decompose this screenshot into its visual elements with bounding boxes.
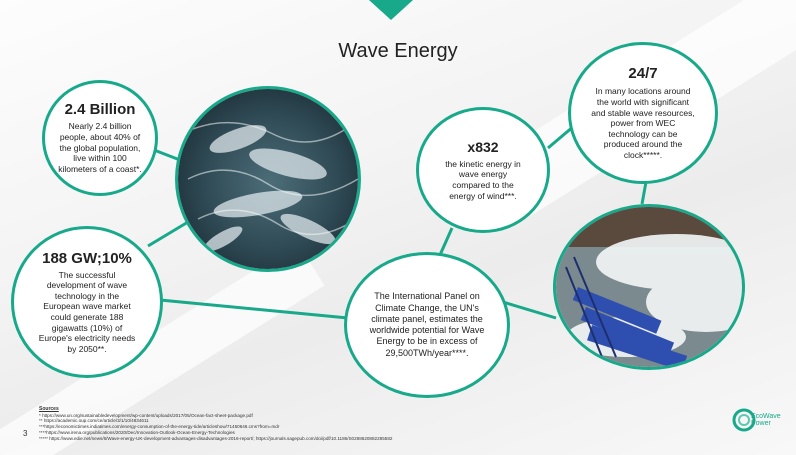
fact-body: The successful development of wave technology in the European wave market could generate 188 gigawatts (10%) of Europe's electricity needs by 2050**. bbox=[38, 269, 136, 354]
source-line: * https://www.un.org/sustainabledevelopment/wp-content/uploads/2017/05/Ocean-fact-sheet-package.pdf bbox=[39, 412, 253, 418]
logo-text bbox=[751, 413, 781, 428]
ocean-waves-photo bbox=[175, 86, 361, 272]
page-number: 3 bbox=[23, 429, 28, 438]
fact-headline: 2.4 Billion bbox=[64, 101, 136, 119]
fact-circle-ipcc-potential bbox=[344, 252, 510, 398]
source-line: ****https://www.irena.org/publications/2020/Dec/Innovation-Outlook-Ocean-Energy-Technologies bbox=[39, 430, 235, 436]
fact-circle-around-the-clock bbox=[568, 42, 718, 184]
fact-body: In many locations around the world with significant and stable wave resources, power from WEC technology can be produced around the clock*****. bbox=[591, 86, 695, 161]
fact-headline: 188 GW;10% bbox=[42, 249, 132, 267]
company-logo bbox=[732, 405, 782, 441]
sources-heading: Sources bbox=[39, 406, 59, 412]
fact-circle-coastal-population bbox=[42, 80, 158, 196]
connector-line bbox=[148, 222, 188, 246]
fact-circle-kinetic-energy bbox=[416, 107, 550, 233]
connector-line bbox=[642, 182, 646, 204]
slide-title: Wave Energy bbox=[338, 40, 458, 62]
fact-body: The International Panel on Climate Change, the UN's climate panel, estimates the worldwide potential for Wave Energy to be in excess of 29,500TWh/year****. bbox=[369, 291, 485, 358]
wave-energy-converter-photo bbox=[553, 204, 745, 370]
logo-text-line: Power bbox=[751, 420, 771, 428]
sources-block bbox=[39, 406, 599, 442]
source-line: ** https://academic.oup.com/ce/article/3/1/10/4834611 bbox=[39, 418, 149, 424]
fact-body: the kinetic energy in wave energy compared to the energy of wind***. bbox=[445, 158, 521, 201]
logo-text-line: EcoWave bbox=[751, 413, 781, 420]
source-line: ***** https://www.edie.net/news/6/Wave-energy-UK-development-advantages-disadvantages-2016-report/; https://journals.sagepub.com/doi/pdf/10.1186/S0288620882285582 bbox=[39, 436, 393, 442]
fact-body: Nearly 2.4 billion people, about 40% of the global population, live within 100 kilometers of a coast*. bbox=[58, 121, 142, 174]
connector-line bbox=[160, 300, 348, 318]
source-line: ***https://economictimes.indiatimes.com/energy-consumption-of-the-energy-tide/articleshow/71450646.cms?from=mdr bbox=[39, 424, 280, 430]
fact-headline: 24/7 bbox=[628, 65, 658, 83]
connector-line bbox=[440, 228, 452, 255]
connector-line bbox=[503, 302, 556, 318]
fact-headline: x832 bbox=[467, 138, 499, 155]
fact-circle-european-market bbox=[11, 226, 163, 378]
